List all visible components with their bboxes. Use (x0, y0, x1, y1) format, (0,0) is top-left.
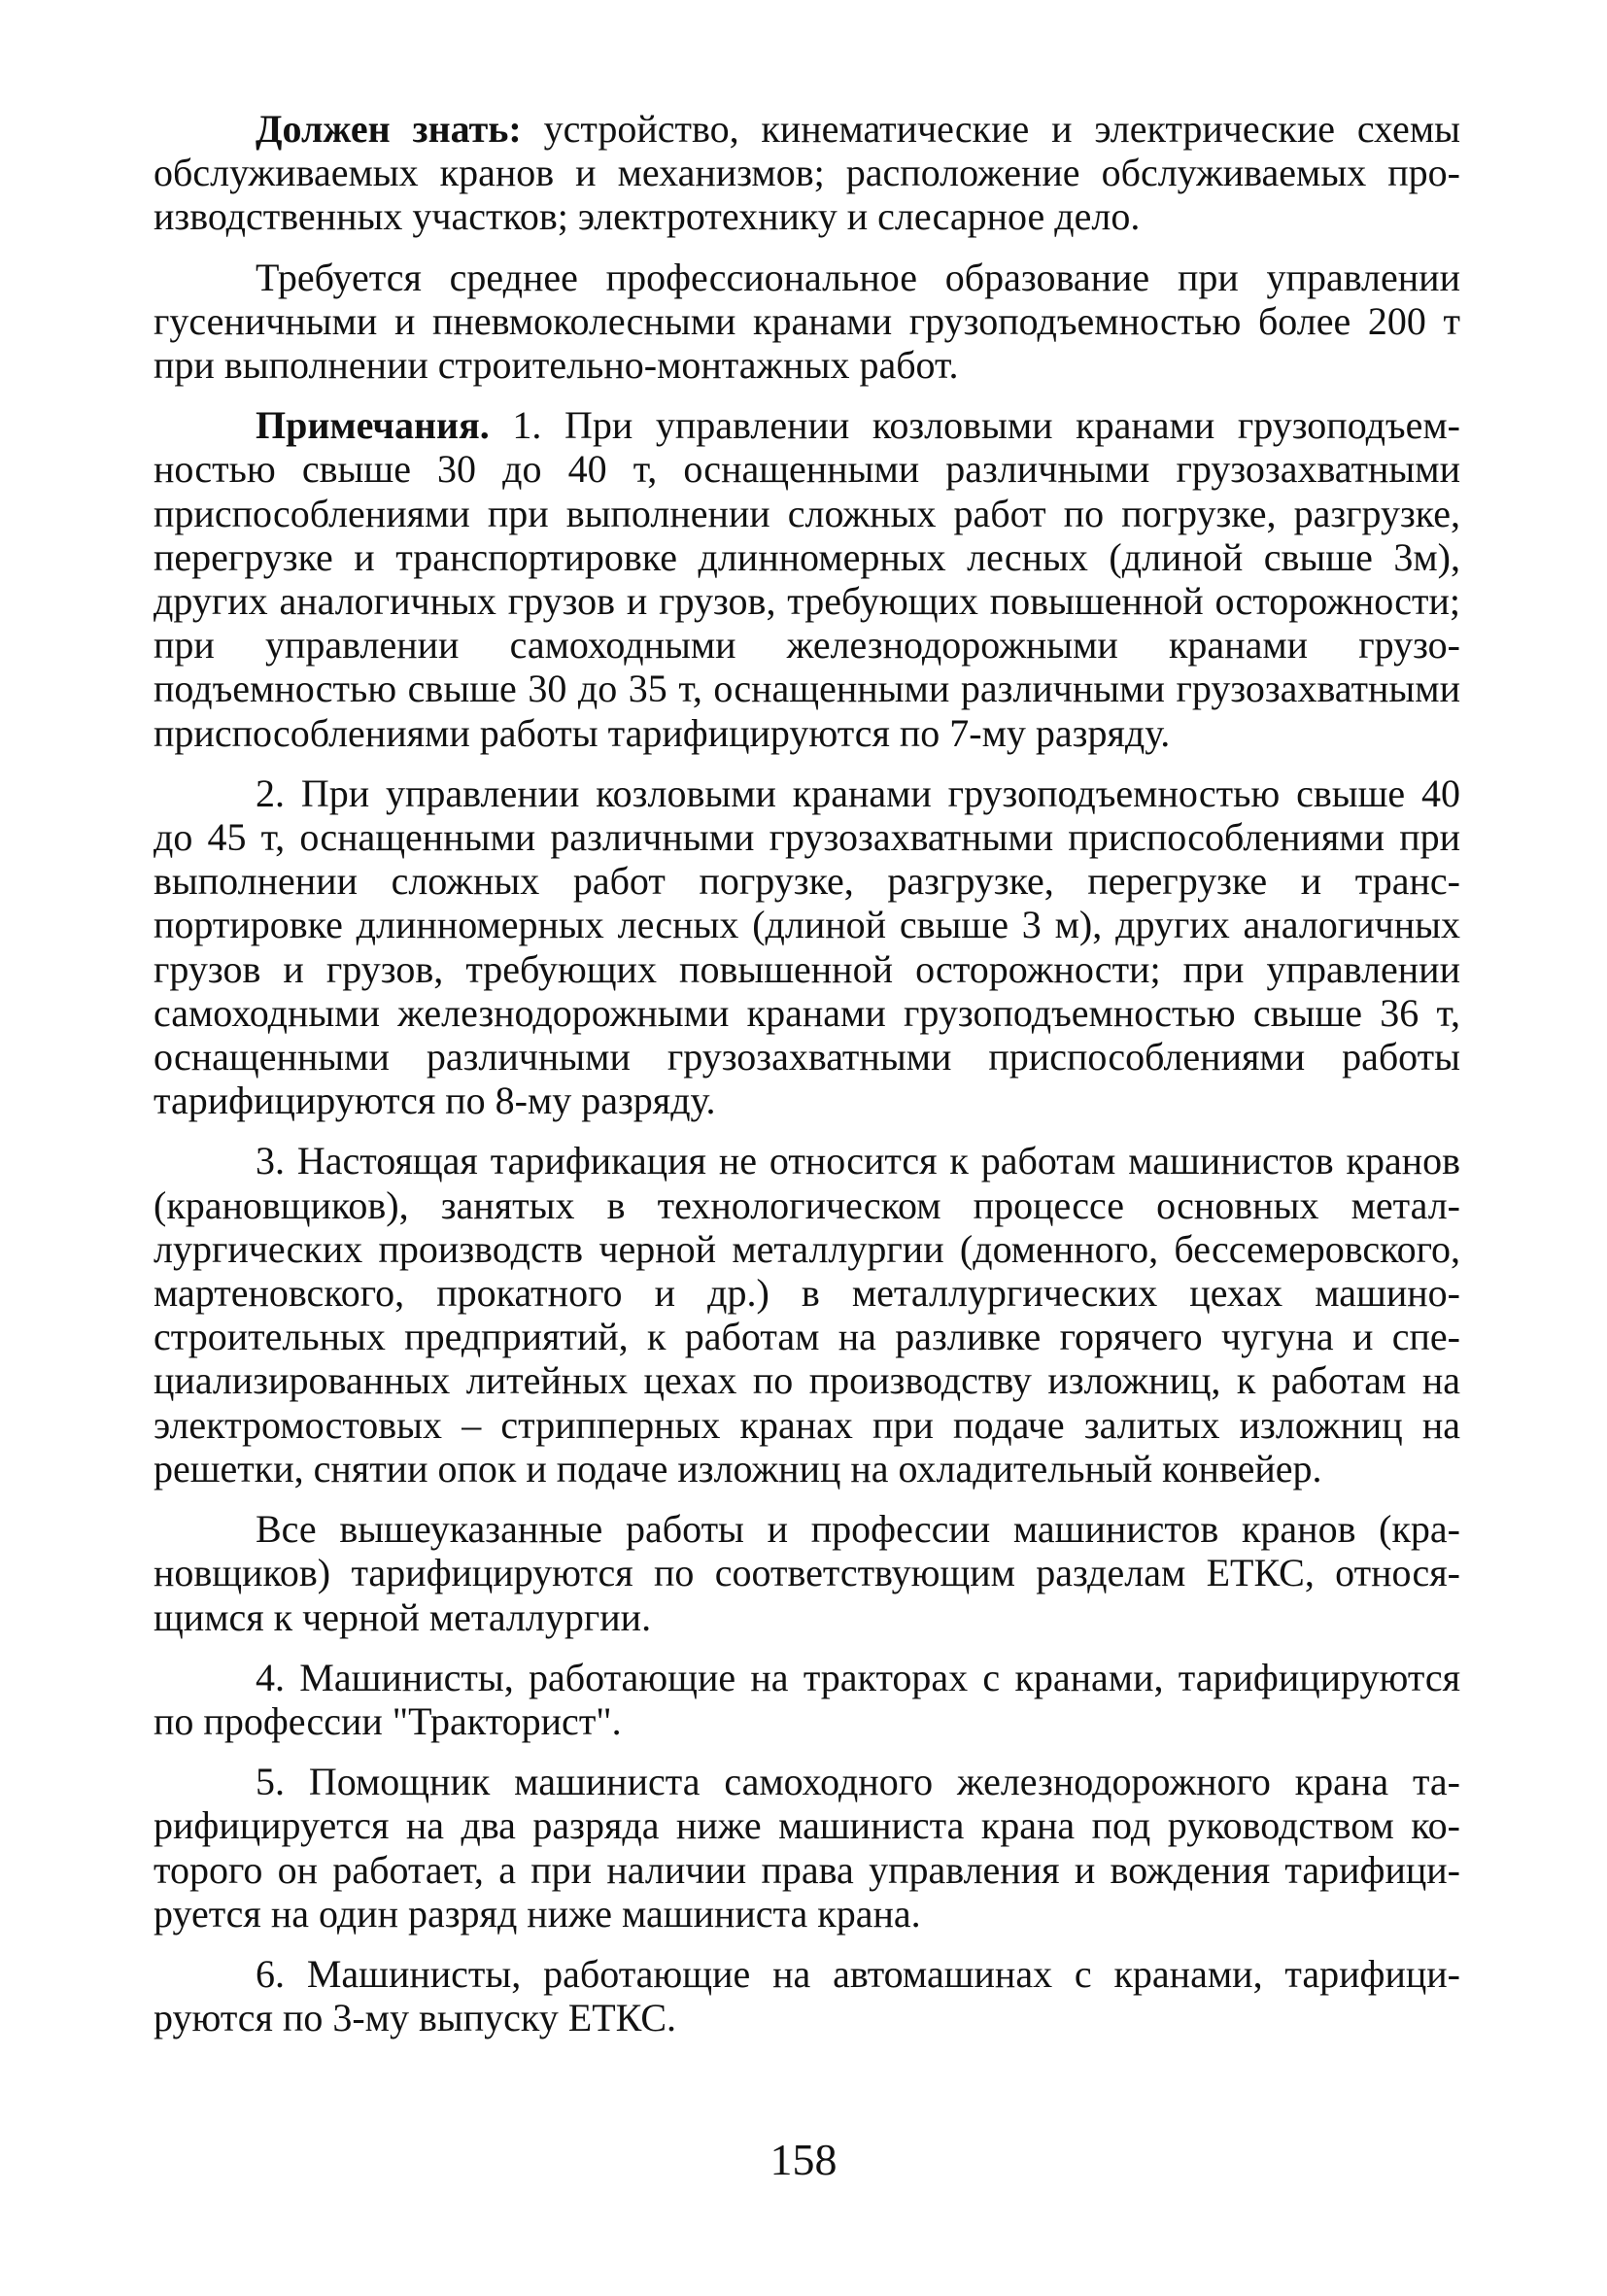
paragraph-education-requirement (154, 256, 1460, 388)
paragraph-text: 2. При управлении козловыми кранами грузоподъемностью свыше 40 до 45 т, оснащенными различными грузозахватными приспособлениями при выполнении сложных работ погрузке, разгрузке, перегрузке и транспортировке длинномерных лесных (длиной свыше 3 м), других аналогичных грузов и грузов, требующих повышенной осторожности; при управлении самоходными железнодорожными кранами грузоподъемностью свыше 36 т, оснащенными различными грузозахватными приспособлениями работы тарифицируются по 8-му разряду. (154, 771, 1460, 1123)
paragraph-note-6 (154, 1952, 1460, 2039)
paragraph-note-3 (154, 1139, 1460, 1491)
paragraph-note-4 (154, 1656, 1460, 1743)
paragraph-text: 5. Помощник машиниста самоходного железнодорожного крана тарифицируется на два разряда ниже машиниста крана под руководством которого он работает, а при наличии права управления и вождения тарифицируется на один разряд ниже машиниста крана. (154, 1760, 1460, 1936)
paragraph-lead: Должен знать: (256, 107, 522, 151)
paragraph-note-5 (154, 1760, 1460, 1936)
document-body (154, 107, 1460, 2056)
paragraph-note-2 (154, 771, 1460, 1123)
paragraph-text: Требуется среднее профессиональное образование при управлении гусеничными и пневмоколесными кранами грузоподъемностью более 200 т при выполнении строительно-монтажных работ. (154, 255, 1460, 388)
paragraph-text: устройство, кинематические и электрические схемы обслуживаемых кранов и механизмов; расположение обслуживаемых производственных участков; электротехнику и слесарное дело. (154, 107, 1461, 239)
paragraph-text: 4. Машинисты, работающие на тракторах с кранами, тарифицируются по профессии "Тракторист". (154, 1655, 1460, 1743)
paragraph-lead: Примечания. (256, 403, 490, 448)
paragraph-text: 1. При управлении козловыми кранами грузоподъемностью свыше 30 до 40 т, оснащенными различными грузозахватными приспособлениями при выполнении сложных работ по погрузке, разгрузке, перегрузке и транспортировке длинномерных лесных (длиной свыше 3м), других аналогичных грузов и грузов, требующих повышенной осторожности; при управлении самоходными железнодорожными кранами грузоподъемностью свыше 30 до 35 т, оснащенными различными грузозахватными приспособлениями работы тарифицируются по 7-му разряду. (154, 403, 1460, 755)
paragraph-required-knowledge (154, 107, 1460, 239)
paragraph-text: Все вышеуказанные работы и профессии машинистов кранов (крановщиков) тарифицируются по соответствующим разделам ЕТКС, относящимся к черной металлургии. (154, 1507, 1460, 1639)
paragraph-text: 6. Машинисты, работающие на автомашинах с кранами, тарифицируются по 3-му выпуску ЕТКС. (154, 1951, 1460, 2040)
paragraph-note-3-continued (154, 1507, 1460, 1639)
paragraph-note-1 (154, 403, 1460, 755)
page-number: 158 (769, 2135, 838, 2184)
paragraph-text: 3. Настоящая тарификация не относится к работам машинистов кранов (крановщиков), занятых в технологическом процессе основных металлургических производств черной металлургии (доменного, бессемеровского, мартеновского, прокатного и др.) в металлургических цехах машиностроительных предприятий, к работам на разливке горячего чугуна и специализированных литейных цехах по производству изложниц, к работам на электромостовых – стрипперных кранах при подаче залитых изложниц на решетки, снятии опок и подаче изложниц на охладительный конвейер. (154, 1139, 1460, 1491)
